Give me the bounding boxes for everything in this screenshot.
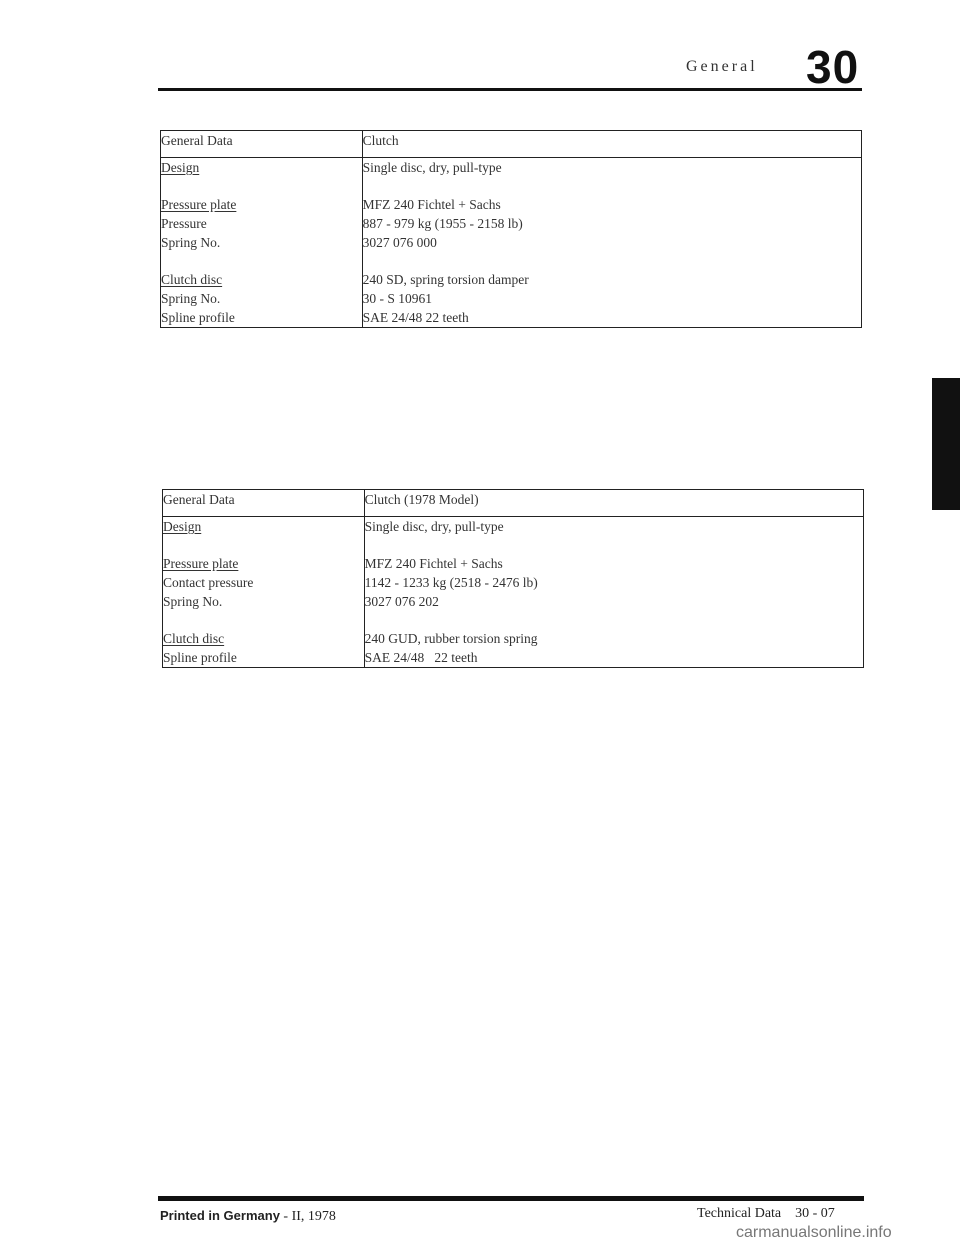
table-values <box>362 158 861 328</box>
spec-label: Contact pressure <box>163 575 254 590</box>
page-number: 30 - 07 <box>795 1206 835 1221</box>
spec-label: Spline profile <box>163 650 237 665</box>
group-spacer <box>163 536 364 554</box>
table-header-row <box>163 490 864 517</box>
spec-value: MFZ 240 Fichtel + Sachs <box>362 197 501 212</box>
spec-value: 887 - 979 kg (1955 - 2158 lb) <box>362 216 523 231</box>
table-header-left: General Data <box>161 131 363 158</box>
section-name: General <box>686 58 758 75</box>
footer-rule <box>158 1196 864 1201</box>
spec-group-title: Pressure plate <box>161 197 237 212</box>
group-spacer <box>161 252 362 270</box>
spec-value: 240 GUD, rubber torsion spring <box>364 631 538 646</box>
spec-group-title: Clutch disc <box>163 631 225 646</box>
section-number: 30 <box>806 41 860 93</box>
group-spacer <box>161 177 362 195</box>
spec-label: Pressure <box>161 216 207 231</box>
footer-imprint <box>160 1208 336 1225</box>
spec-value: 240 SD, spring torsion damper <box>362 272 529 287</box>
watermark: carmanualsonline.info <box>736 1224 892 1241</box>
table-header-right: Clutch (1978 Model) <box>364 490 863 517</box>
footer-section-label: Technical Data <box>697 1206 782 1221</box>
spec-label: Spring No. <box>161 235 221 250</box>
spec-label: Spring No. <box>163 594 223 609</box>
table-header-right: Clutch <box>362 131 861 158</box>
spec-group-title: Clutch disc <box>161 272 223 287</box>
group-spacer <box>363 177 861 195</box>
spec-value: Single disc, dry, pull-type <box>364 519 504 534</box>
print-date: - II, 1978 <box>283 1209 336 1224</box>
group-spacer <box>365 536 863 554</box>
spec-value: 1142 - 1233 kg (2518 - 2476 lb) <box>364 575 538 590</box>
spec-value: Single disc, dry, pull-type <box>362 160 502 175</box>
section-tab-marker <box>932 378 960 510</box>
spec-value: SAE 24/48 22 teeth <box>362 310 469 325</box>
spec-group-title: Pressure plate <box>163 556 239 571</box>
header-rule <box>158 88 862 91</box>
spec-table-clutch-1978 <box>162 489 864 668</box>
printed-in: Printed in Germany <box>160 1208 280 1223</box>
spec-value: SAE 24/48 22 teeth <box>364 650 478 665</box>
spec-label: Spline profile <box>161 310 235 325</box>
table-header-left: General Data <box>163 490 365 517</box>
table-body-row <box>161 158 862 328</box>
table-header-row <box>161 131 862 158</box>
table-values <box>364 517 863 668</box>
table-labels <box>163 517 365 668</box>
spec-group-title: Design <box>163 519 202 534</box>
spec-value: 30 - S 10961 <box>362 291 433 306</box>
spec-table-clutch <box>160 130 862 328</box>
spec-label: Spring No. <box>161 291 221 306</box>
spec-value: MFZ 240 Fichtel + Sachs <box>364 556 503 571</box>
spec-value: 3027 076 202 <box>364 594 439 609</box>
group-spacer <box>363 252 861 270</box>
spec-value: 3027 076 000 <box>362 235 437 250</box>
table-body-row <box>163 517 864 668</box>
table-labels <box>161 158 363 328</box>
spec-group-title: Design <box>161 160 200 175</box>
group-spacer <box>163 611 364 629</box>
footer-page-ref <box>697 1206 835 1222</box>
group-spacer <box>365 611 863 629</box>
